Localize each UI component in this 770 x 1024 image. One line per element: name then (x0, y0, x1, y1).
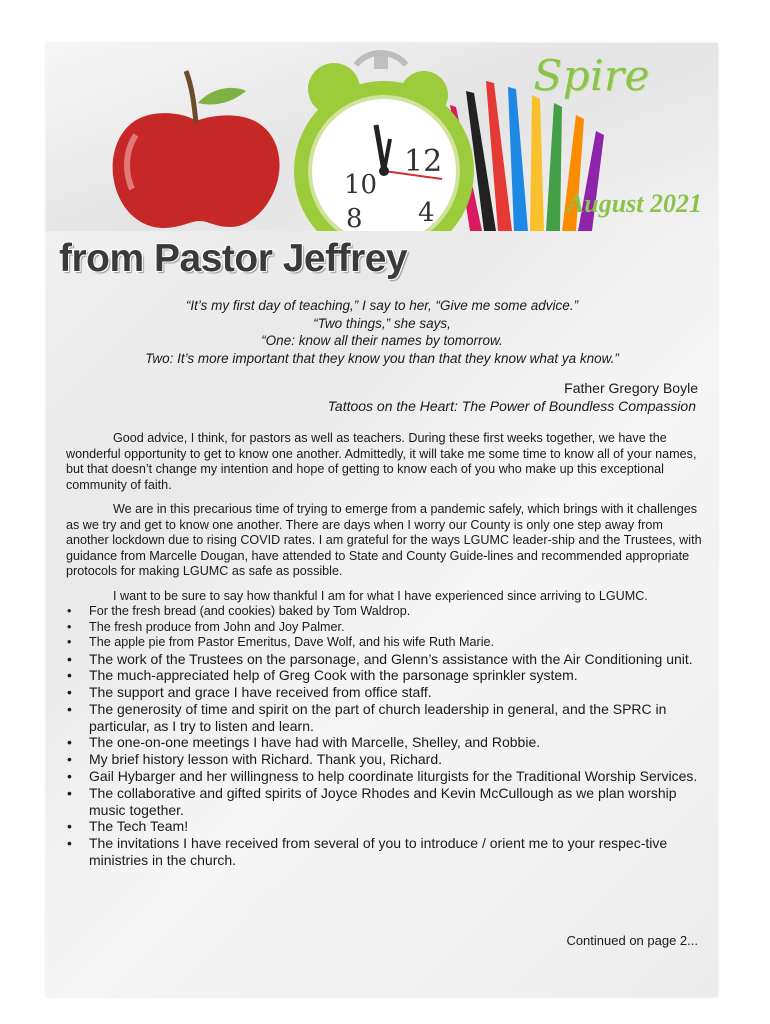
list-item (66, 734, 702, 751)
list-item (66, 751, 702, 768)
apple-image (113, 71, 280, 228)
bullet-icon: • (67, 650, 72, 667)
list-item (66, 604, 702, 620)
quote-line: “Two things,” she says, (313, 315, 451, 331)
bullet-icon: • (67, 734, 72, 751)
body-paragraph: Good advice, I think, for pastors as well as teachers. During these first weeks together, we have the wonderful opportunity to get to know one another. Admittedly, it will take me some time to know all of your names, but that doesn’t change my intention and hope of getting to know each of you who make up this exceptional community of faith. (66, 431, 697, 492)
bullet-icon: • (67, 700, 72, 717)
list-item (66, 620, 702, 636)
issue-date: August 2021 (566, 189, 702, 218)
list-item-text: The generosity of time and spirit on the part of church leadership in general, and the SPRC in particular, as I try to listen and learn. (89, 700, 667, 734)
list-item-text: The work of the Trustees on the parsonage, and Glenn’s assistance with the Air Conditioning unit. (89, 650, 693, 667)
svg-text:8: 8 (346, 204, 363, 231)
body-paragraph: We are in this precarious time of trying to emerge from a pandemic safely, which brings with it challenges as we try and get to know one another. There are days when I worry our County is only one step away from another lockdown due to rising COVID rates. I am grateful for the ways LGUMC leader-ship and the Trustees, with guidance from Marcelle Dougan, have attended to State and County Guide-lines and recommended appropriate protocols for making LGUMC as safe as possible. (66, 502, 702, 578)
list-item (66, 785, 702, 819)
newsletter-title: Spire (533, 51, 650, 100)
bullet-icon: • (67, 751, 72, 768)
svg-text:10: 10 (344, 170, 378, 200)
list-item-text: The invitations I have received from several of you to introduce / orient me to your respec-tive ministries in the church. (89, 835, 668, 869)
bullet-icon: • (67, 835, 72, 852)
epigraph-quote (76, 297, 688, 367)
list-item-text: The much-appreciated help of Greg Cook with the parsonage sprinkler system. (89, 667, 578, 684)
attribution-author: Father Gregory Boyle (564, 380, 698, 396)
newsletter-page (46, 43, 718, 997)
list-item-text: The fresh produce from John and Joy Palmer. (89, 619, 345, 634)
list-item (66, 651, 702, 668)
list-item (66, 818, 702, 835)
header-banner (46, 43, 718, 231)
list-item (66, 635, 702, 651)
list-item-text: Gail Hybarger and her willingness to help coordinate liturgists for the Traditional Worship Services. (89, 768, 698, 785)
list-item-text: The one-on-one meetings I have had with Marcelle, Shelley, and Robbie. (89, 734, 541, 751)
quote-line: “It’s my first day of teaching,” I say to her, “Give me some advice.” (185, 298, 579, 313)
bullet-icon: • (67, 635, 72, 649)
list-item (66, 667, 702, 684)
bullet-icon: • (67, 684, 72, 701)
bullet-icon: • (67, 818, 72, 835)
list-item-text: The support and grace I have received from office staff. (89, 684, 432, 701)
bullet-icon: • (67, 619, 72, 634)
bullet-icon: • (67, 784, 72, 801)
list-item (66, 835, 702, 869)
article-body (66, 431, 702, 869)
svg-text:12: 12 (404, 144, 443, 179)
section-heading: from Pastor Jeffrey (59, 237, 408, 280)
body-paragraph: I want to be sure to say how thankful I am for what I have experienced since arriving to LGUMC. (113, 588, 648, 603)
thanks-list (66, 604, 702, 869)
quote-line: “One: know all their names by tomorrow. (261, 333, 503, 348)
list-item-text: My brief history lesson with Richard. Thank you, Richard. (89, 751, 442, 768)
alarm-clock-image (294, 53, 474, 231)
svg-text:4: 4 (418, 198, 435, 228)
list-item-text: The collaborative and gifted spirits of Joyce Rhodes and Kevin McCullough as we plan worship music together. (89, 784, 677, 818)
list-item (66, 768, 702, 785)
quote-attribution (328, 380, 698, 415)
continued-note: Continued on page 2... (566, 933, 698, 948)
bullet-icon: • (67, 604, 72, 618)
list-item-text: The Tech Team! (89, 818, 189, 835)
attribution-book: Tattoos on the Heart: The Power of Boundless Compassion (327, 397, 696, 414)
list-item (66, 701, 702, 735)
list-item-text: The apple pie from Pastor Emeritus, Dave Wolf, and his wife Ruth Marie. (89, 635, 495, 649)
bullet-icon: • (67, 667, 72, 684)
bullet-icon: • (67, 768, 72, 785)
quote-line: Two: It’s more important that they know you than that they know what ya know.” (145, 350, 619, 366)
list-item-text: For the fresh bread (and cookies) baked by Tom Waldrop. (89, 604, 411, 618)
list-item (66, 684, 702, 701)
